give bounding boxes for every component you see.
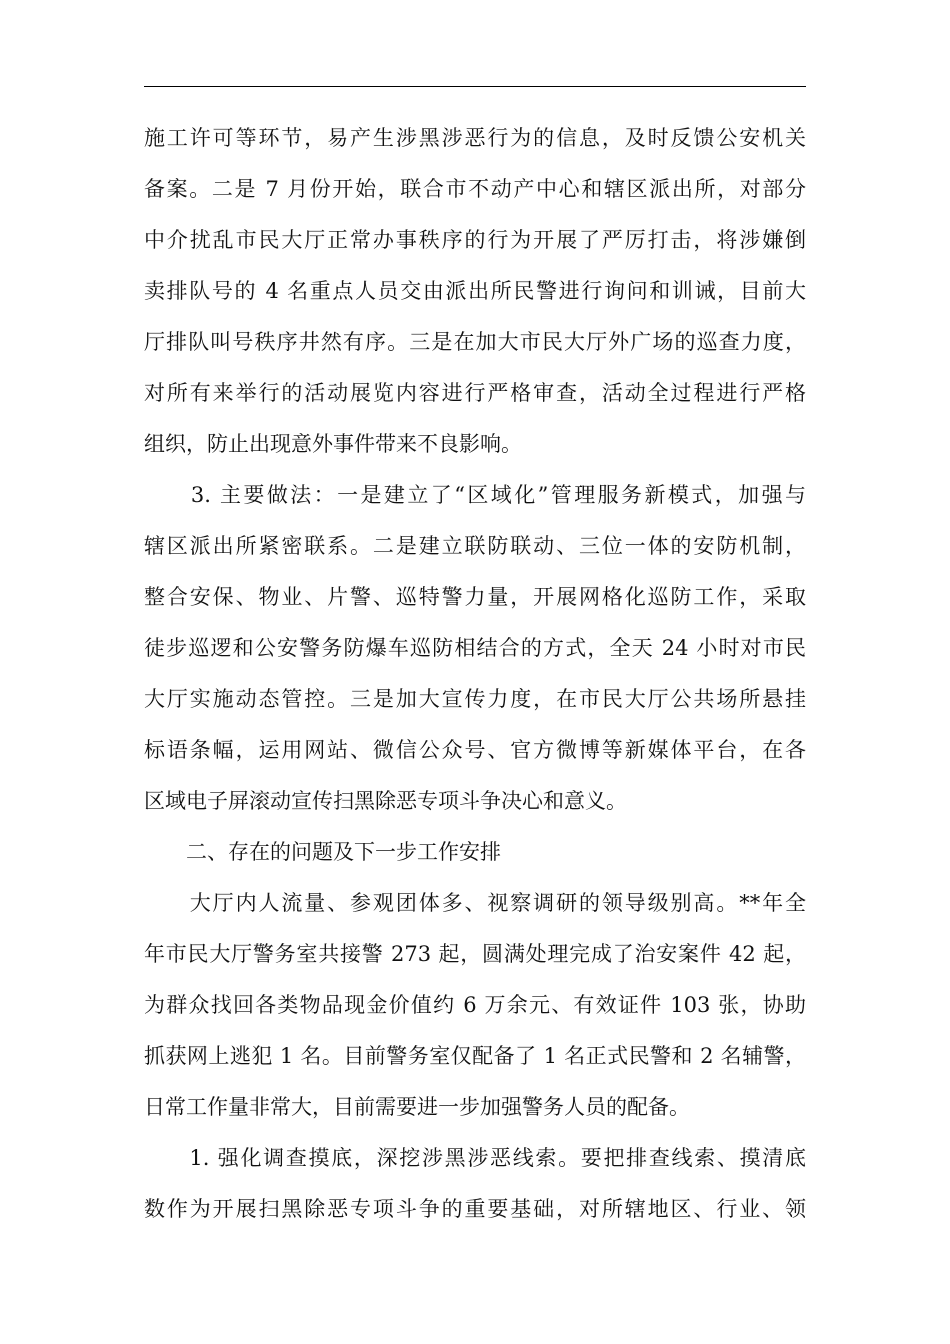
- text-line-4: 卖排队号的 4 名重点人员交由派出所民警进行询问和训诫，目前大: [144, 279, 806, 303]
- header-rule: [144, 86, 806, 87]
- text-line-1: 施工许可等环节，易产生涉黑涉恶行为的信息，及时反馈公安机关: [144, 126, 806, 150]
- text-line-6: 对所有来举行的活动展览内容进行严格审查，活动全过程进行严格: [144, 381, 806, 405]
- text-line-12: 大厅实施动态管控。三是加大宣传力度，在市民大厅公共场所悬挂: [144, 687, 806, 711]
- text-line-21: 1. 强化调查摸底，深挖涉黑涉恶线索。要把排查线索、摸清底: [144, 1146, 806, 1170]
- text-line-9: 辖区派出所紧密联系。二是建立联防联动、三位一体的安防机制，: [144, 534, 806, 558]
- text-line-7: 组织，防止出现意外事件带来不良影响。: [144, 432, 522, 456]
- text-line-3: 中介扰乱市民大厅正常办事秩序的行为开展了严厉打击，将涉嫌倒: [144, 228, 806, 252]
- text-line-20: 日常工作量非常大，目前需要进一步加强警务人员的配备。: [144, 1095, 690, 1119]
- text-line-11: 徒步巡逻和公安警务防爆车巡防相结合的方式，全天 24 小时对市民: [144, 636, 806, 660]
- text-line-2: 备案。二是 7 月份开始，联合市不动产中心和辖区派出所，对部分: [144, 177, 806, 201]
- text-line-16: 大厅内人流量、参观团体多、视察调研的领导级别高。**年全: [144, 891, 806, 915]
- text-line-5: 厅排队叫号秩序井然有序。三是在加大市民大厅外广场的巡查力度，: [144, 330, 806, 354]
- text-line-10: 整合安保、物业、片警、巡特警力量，开展网格化巡防工作，采取: [144, 585, 806, 609]
- text-line-14: 区域电子屏滚动宣传扫黑除恶专项斗争决心和意义。: [144, 789, 627, 813]
- text-line-13: 标语条幅，运用网站、微信公众号、官方微博等新媒体平台，在各: [144, 738, 806, 762]
- text-line-19: 抓获网上逃犯 1 名。目前警务室仅配备了 1 名正式民警和 2 名辅警，: [144, 1044, 806, 1068]
- section-heading: 二、存在的问题及下一步工作安排: [144, 840, 501, 864]
- text-line-18: 为群众找回各类物品现金价值约 6 万余元、有效证件 103 张，协助: [144, 993, 806, 1017]
- text-line-8: 3. 主要做法：一是建立了“区域化”管理服务新模式，加强与: [144, 483, 806, 507]
- text-line-17: 年市民大厅警务室共接警 273 起，圆满处理完成了治安案件 42 起，: [144, 942, 806, 966]
- text-line-22: 数作为开展扫黑除恶专项斗争的重要基础，对所辖地区、行业、领: [144, 1197, 806, 1221]
